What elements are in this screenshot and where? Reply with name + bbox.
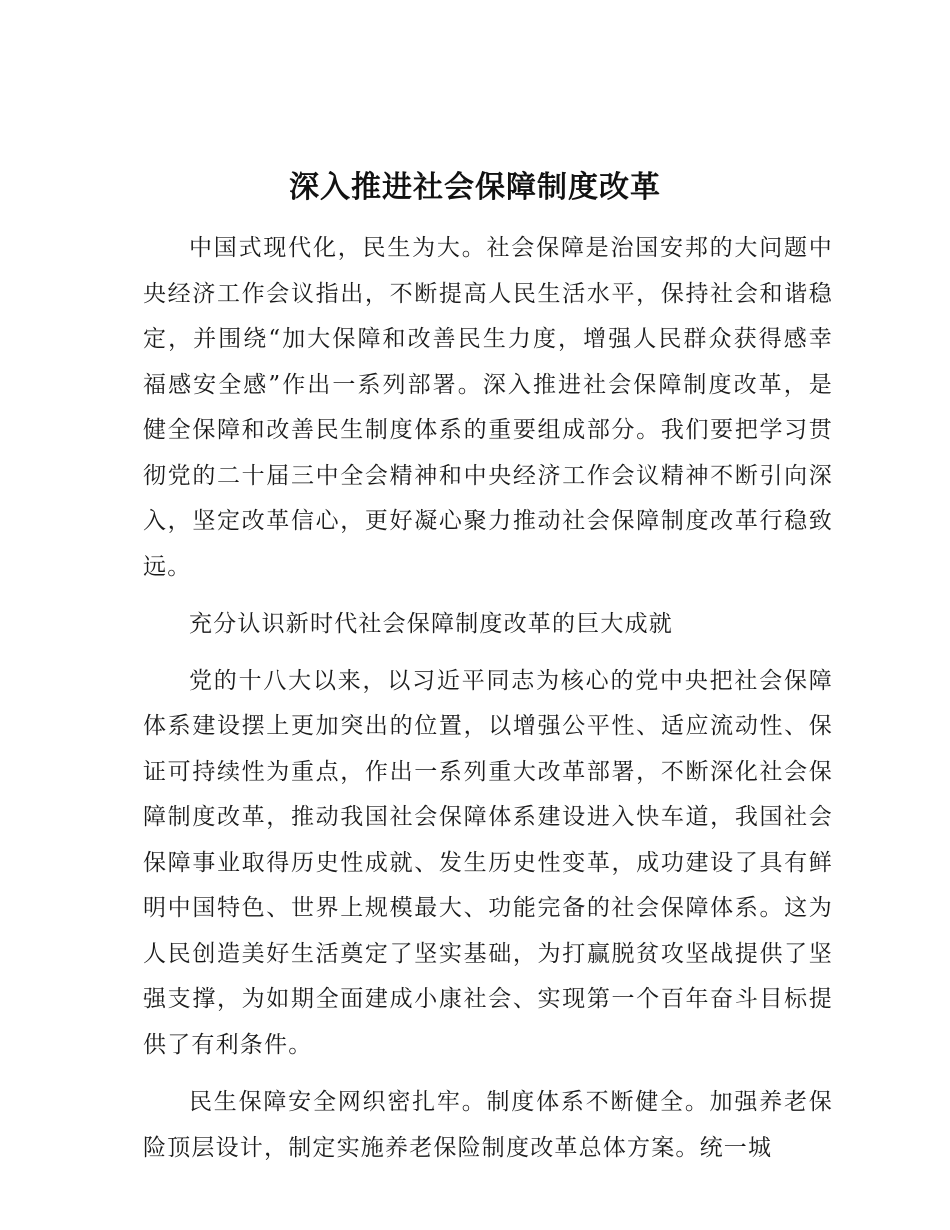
document-title: 深入推进社会保障制度改革	[289, 170, 661, 205]
document-body	[143, 226, 833, 1183]
section-heading: 充分认识新时代社会保障制度改革的巨大成就	[189, 611, 673, 637]
paragraph-safety-net: 民生保障安全网织密扎牢。制度体系不断健全。加强养老保险顶层设计，制定实施养老保险制度改革总体方案。统一城	[143, 1089, 833, 1161]
paragraph-achievements: 党的十八大以来，以习近平同志为核心的党中央把社会保障体系建设摆上更加突出的位置，以增强公平性、适应流动性、保证可持续性为重点，作出一系列重大改革部署，不断深化社会保障制度改革，推动我国社会保障体系建设进入快车道，我国社会保障事业取得历史性成就、发生历史性变革，成功建设了具有鲜明中国特色、世界上规模最大、功能完备的社会保障体系。这为人民创造美好生活奠定了坚实基础，为打赢脱贫攻坚战提供了坚强支撑，为如期全面建成小康社会、实现第一个百年奋斗目标提供了有利条件。	[143, 667, 833, 1058]
paragraph-intro: 中国式现代化，民生为大。社会保障是治国安邦的大问题中央经济工作会议指出，不断提高人民生活水平，保持社会和谐稳定，并围绕“加大保障和改善民生力度，增强人民群众获得感幸福感安全感”作出一系列部署。深入推进社会保障制度改革，是健全保障和改善民生制度体系的重要组成部分。我们要把学习贯彻党的二十届三中全会精神和中央经济工作会议精神不断引向深入，坚定改革信心，更好凝心聚力推动社会保障制度改革行稳致远。	[143, 235, 833, 580]
